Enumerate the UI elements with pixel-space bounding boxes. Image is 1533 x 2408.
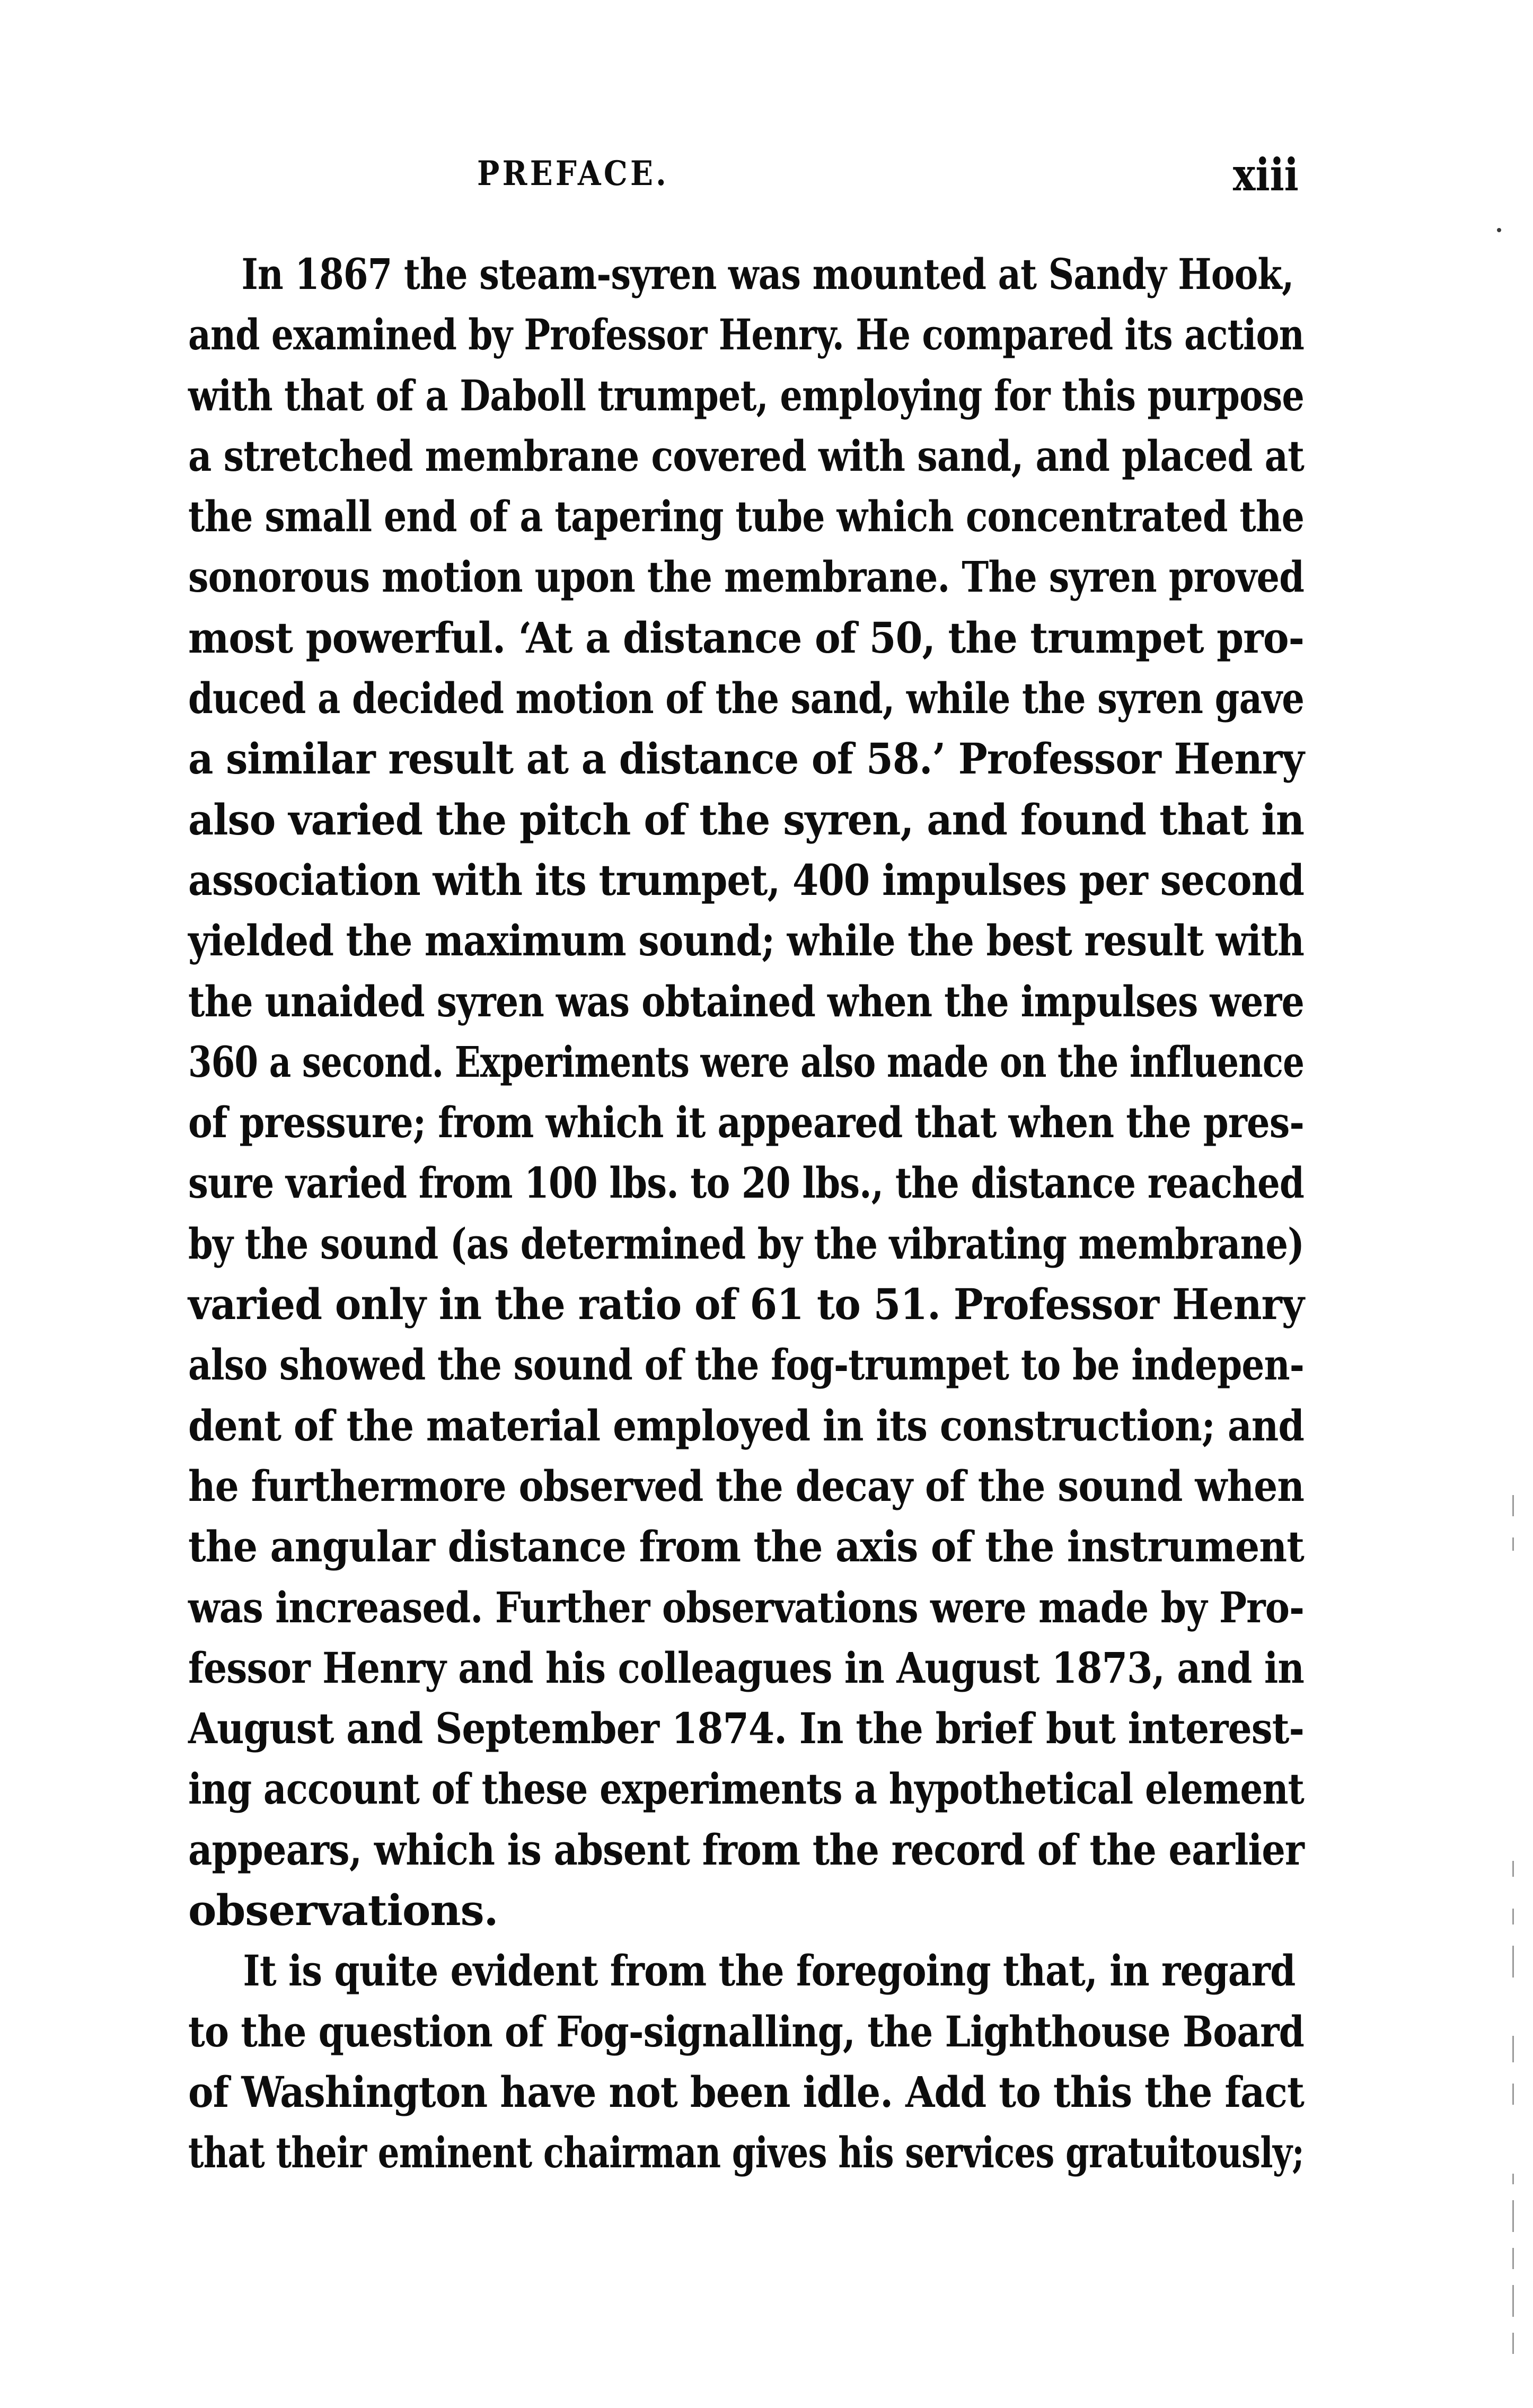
- text-line: observations.: [188, 1885, 498, 1936]
- text-line: and examined by Professor Henry. He compared its action: [188, 310, 1304, 360]
- text-line: was increased. Further observations were made by Pro-: [188, 1582, 1304, 1632]
- body-text: [188, 244, 1304, 2183]
- text-line: also showed the sound of the fog-trumpet to be indepen-: [188, 1340, 1304, 1390]
- text-line: It is quite evident from the foregoing that, in regard: [243, 1946, 1296, 1996]
- text-line: he furthermore observed the decay of the sound when: [188, 1461, 1304, 1511]
- text-line: by the sound (as determined by the vibrating membrane): [188, 1218, 1304, 1269]
- text-line: August and September 1874. In the brief but interest-: [188, 1703, 1304, 1754]
- text-line: sure varied from 100 lbs. to 20 lbs., the distance reached: [188, 1158, 1304, 1208]
- text-line: the angular distance from the axis of the instrument: [188, 1522, 1304, 1572]
- text-line: of pressure; from which it appeared that when the pres-: [188, 1097, 1304, 1148]
- text-line: In 1867 the steam-syren was mounted at Sandy Hook,: [241, 249, 1294, 299]
- scan-artifact: [1512, 1537, 1514, 1551]
- scan-artifact: [1512, 2248, 1514, 2269]
- paragraph: [188, 1940, 1304, 2183]
- scan-artifact: [1512, 2200, 1514, 2232]
- running-title: PREFACE.: [477, 154, 669, 194]
- page-number: xiii: [1233, 148, 1299, 201]
- text-line: varied only in the ratio of 61 to 51. Professor Henry: [188, 1279, 1304, 1330]
- text-line: a similar result at a distance of 58.’ Professor Henry: [188, 734, 1304, 784]
- text-line: of Washington have not been idle. Add to this the fact: [188, 2067, 1304, 2117]
- running-head: [477, 148, 1299, 212]
- scan-artifact: [1512, 1946, 1514, 1978]
- scan-artifact: [1512, 2084, 1514, 2105]
- text-line: a stretched membrane covered with sand, and placed at: [188, 430, 1304, 481]
- scan-artifact: [1497, 228, 1501, 232]
- text-line: association with its trumpet, 400 impulses per second: [188, 855, 1304, 905]
- text-line: dent of the material employed in its construction; and: [188, 1400, 1304, 1451]
- text-line: also varied the pitch of the syren, and found that in: [188, 794, 1304, 845]
- text-line: yielded the maximum sound; while the best result with: [188, 916, 1304, 966]
- text-line: sonorous motion upon the membrane. The syren proved: [188, 552, 1304, 602]
- text-line: the unaided syren was obtained when the impulses were: [188, 976, 1304, 1026]
- text-line: with that of a Daboll trumpet, employing for this purpose: [188, 370, 1304, 420]
- text-line: appears, which is absent from the record of the earlier: [188, 1824, 1304, 1875]
- paragraph: [188, 244, 1304, 1940]
- text-line: most powerful. ‘At a distance of 50, the trumpet pro-: [188, 612, 1304, 663]
- text-line: duced a decided motion of the sand, while the syren gave: [188, 673, 1304, 724]
- text-line: that their eminent chairman gives his services gratuitously;: [188, 2128, 1304, 2178]
- scan-artifact: [1512, 1495, 1514, 1516]
- scan-artifact: [1512, 2333, 1514, 2354]
- text-line: fessor Henry and his colleagues in August 1873, and in: [188, 1642, 1304, 1693]
- text-line: the small end of a tapering tube which concentrated the: [188, 491, 1304, 542]
- text-line: ing account of these experiments a hypothetical element: [188, 1764, 1304, 1814]
- scan-artifact: [1512, 1909, 1514, 1924]
- text-line: 360 a second. Experiments were also made on the influence: [188, 1036, 1304, 1087]
- text-line: to the question of Fog-signalling, the Lighthouse Board: [188, 2006, 1304, 2057]
- scan-artifact: [1512, 2285, 1514, 2317]
- scan-artifact: [1512, 2174, 1514, 2184]
- scan-artifact: [1512, 2036, 1514, 2062]
- scan-artifact: [1512, 1861, 1514, 1877]
